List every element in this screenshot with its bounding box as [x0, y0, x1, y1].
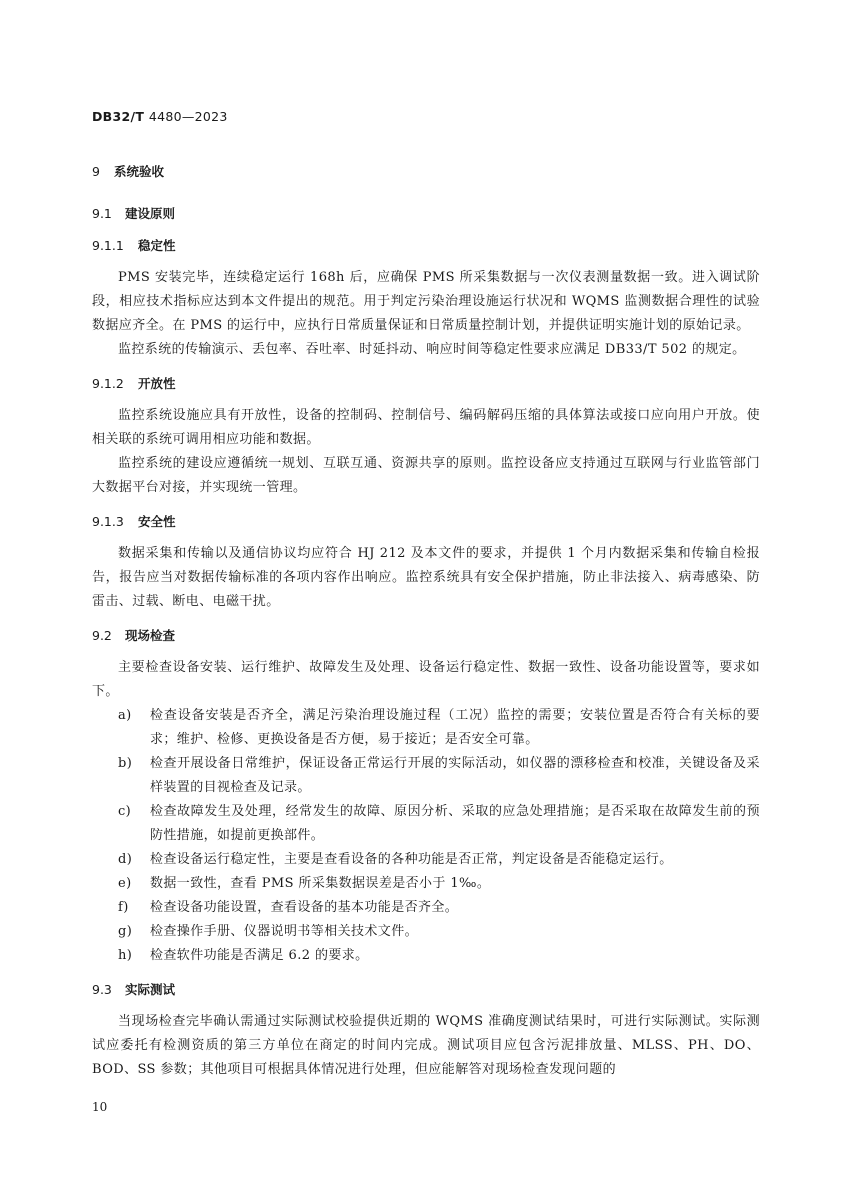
section-title: 安全性 [138, 514, 176, 529]
list-item [92, 752, 760, 800]
inspection-list [92, 704, 760, 968]
list-item-text: 数据一致性，查看 PMS 所采集数据误差是否小于 1‰。 [150, 876, 491, 891]
section-9-heading [92, 160, 760, 182]
section-number: 9.1.3 [92, 513, 124, 529]
section-number: 9.3 [92, 981, 112, 997]
document-code [92, 109, 228, 124]
section-9-3-heading [92, 978, 760, 1000]
list-item [92, 848, 760, 872]
list-item [92, 704, 760, 752]
list-item-label: g) [118, 924, 133, 939]
list-item [92, 872, 760, 896]
page-number: 10 [92, 1100, 108, 1114]
section-9-1-heading [92, 202, 760, 224]
list-item-label: d) [118, 852, 133, 867]
paragraph: 监控系统的建设应遵循统一规划、互联互通、资源共享的原则。监控设备应支持通过互联网与行业监管部门大数据平台对接，并实现统一管理。 [92, 456, 760, 495]
section-number: 9.2 [92, 627, 112, 643]
list-item-text: 检查操作手册、仪器说明书等相关技术文件。 [150, 924, 419, 939]
section-9-1-1-heading [92, 234, 760, 256]
list-item-label: f) [118, 900, 129, 915]
section-title: 开放性 [138, 376, 176, 391]
list-item-label: c) [118, 804, 132, 819]
list-item-label: a) [118, 708, 132, 723]
paragraph: PMS 安装完毕，连续稳定运行 168h 后，应确保 PMS 所采集数据与一次仪表测量数据一致。进入调试阶段，相应技术指标应达到本文件提出的规范。用于判定污染治理设施运行状况和 WQMS 监测数据合理性的试验数据应齐全。在 PMS 的运行中，应执行日常质量保证和日常质量控制计划，并提供证明实施计划的原始记录。 [92, 270, 760, 333]
section-9-1-2-heading [92, 372, 760, 394]
section-number: 9.1 [92, 205, 112, 221]
document-code-number: 4480—2023 [148, 109, 228, 124]
list-item-label: b) [118, 756, 133, 771]
section-number: 9.1.1 [92, 237, 124, 253]
list-item-text: 检查设备功能设置，查看设备的基本功能是否齐全。 [150, 900, 459, 915]
list-item-text: 检查开展设备日常维护，保证设备正常运行开展的实际活动，如仪器的漂移检查和校准，关键设备及采样装置的目视检查及记录。 [150, 756, 760, 795]
page-content [92, 160, 760, 1082]
list-item [92, 896, 760, 920]
section-title: 稳定性 [138, 238, 176, 253]
document-code-prefix: DB32/T [92, 109, 145, 124]
list-item-text: 检查设备安装是否齐全，满足污染治理设施过程（工况）监控的需要；安装位置是否符合有关标的要求；维护、检修、更换设备是否方便，易于接近；是否安全可靠。 [150, 708, 760, 747]
list-item [92, 800, 760, 848]
section-title: 实际测试 [125, 982, 176, 997]
paragraph: 数据采集和传输以及通信协议均应符合 HJ 212 及本文件的要求，并提供 1 个月内数据采集和传输自检报告，报告应当对数据传输标准的各项内容作出响应。监控系统具有安全保护措施，防止非法接入、病毒感染、防雷击、过载、断电、电磁干扰。 [92, 546, 760, 609]
list-item-label: h) [118, 948, 133, 963]
section-number: 9.1.2 [92, 375, 124, 391]
section-title: 建设原则 [125, 206, 176, 221]
section-9-2-heading [92, 624, 760, 646]
list-item [92, 944, 760, 968]
section-number: 9 [92, 163, 100, 179]
list-item-text: 检查软件功能是否满足 6.2 的要求。 [150, 948, 369, 963]
section-title: 现场检查 [125, 628, 176, 643]
paragraph: 主要检查设备安装、运行维护、故障发生及处理、设备运行稳定性、数据一致性、设备功能设置等，要求如下。 [92, 660, 760, 699]
list-item [92, 920, 760, 944]
paragraph: 监控系统设施应具有开放性，设备的控制码、控制信号、编码解码压缩的具体算法或接口应向用户开放。使相关联的系统可调用相应功能和数据。 [92, 408, 760, 447]
paragraph: 监控系统的传输演示、丢包率、吞吐率、时延抖动、响应时间等稳定性要求应满足 DB33/T 502 的规定。 [118, 342, 746, 357]
list-item-text: 检查设备运行稳定性，主要是查看设备的各种功能是否正常，判定设备是否能稳定运行。 [150, 852, 673, 867]
section-9-1-3-heading [92, 510, 760, 532]
section-title: 系统验收 [114, 164, 165, 179]
paragraph: 当现场检查完毕确认需通过实际测试校验提供近期的 WQMS 准确度测试结果时，可进行实际测试。实际测试应委托有检测资质的第三方单位在商定的时间内完成。测试项目应包含污泥排放量、MLSS、PH、DO、BOD、SS 参数；其他项目可根据具体情况进行处理，但应能解答对现场检查发现问题的 [92, 1014, 760, 1077]
list-item-label: e) [118, 876, 132, 891]
list-item-text: 检查故障发生及处理，经常发生的故障、原因分析、采取的应急处理措施；是否采取在故障发生前的预防性措施，如提前更换部件。 [150, 804, 760, 843]
